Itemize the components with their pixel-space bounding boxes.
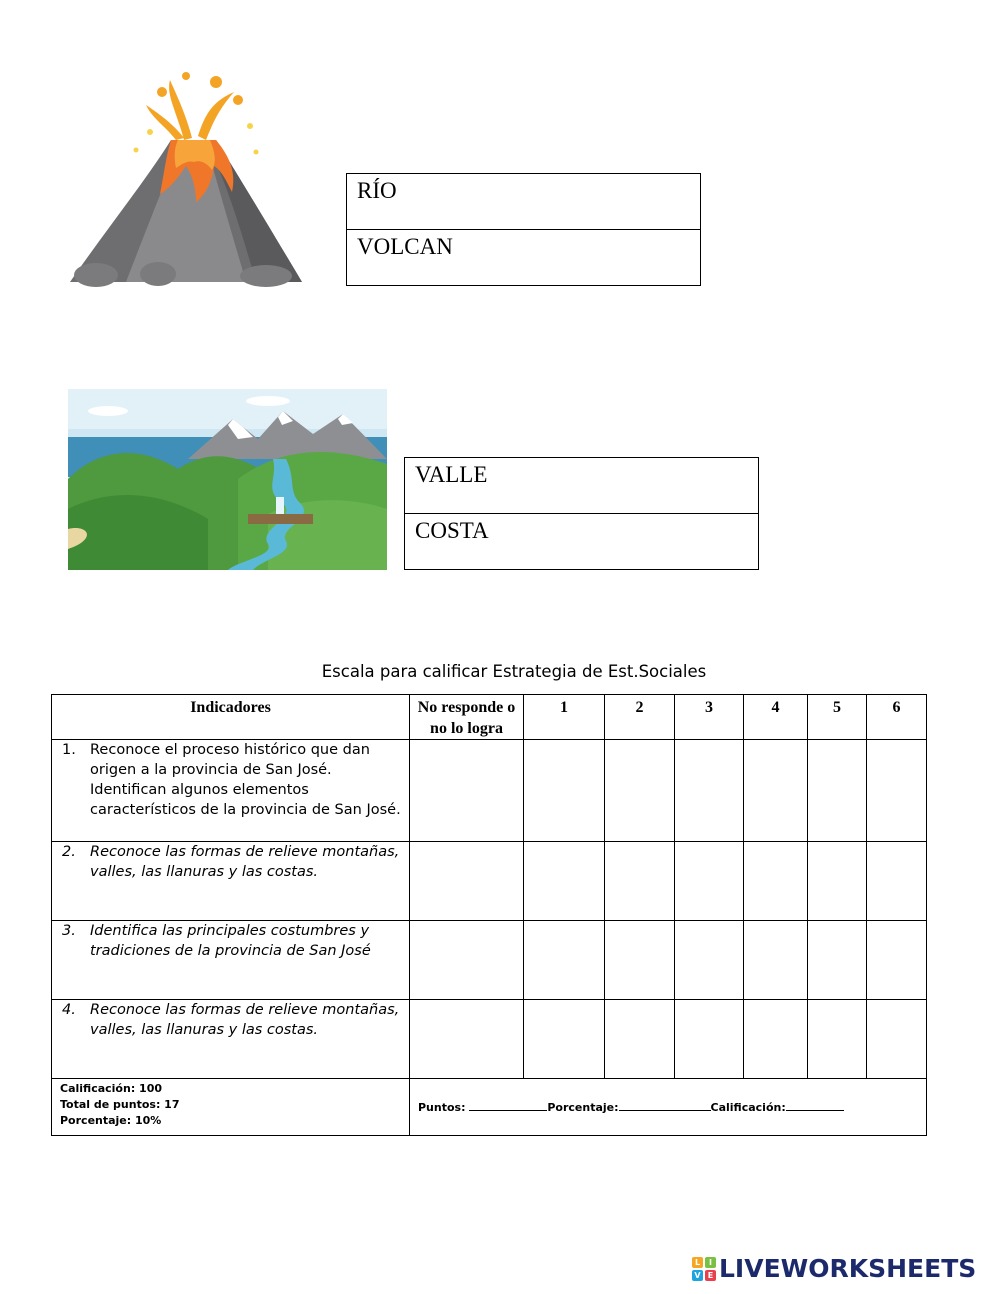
indicator-3 [62, 921, 403, 961]
score-cell[interactable] [744, 921, 808, 1000]
score-cell[interactable] [605, 842, 675, 921]
score-cell[interactable] [867, 740, 927, 842]
score-cell[interactable] [867, 921, 927, 1000]
header-4: 4 [744, 695, 808, 740]
score-cell[interactable] [410, 740, 524, 842]
score-cell[interactable] [808, 921, 867, 1000]
logo-text: LIVEWORKSHEETS [719, 1254, 977, 1283]
score-cell[interactable] [867, 1000, 927, 1079]
table-row [52, 740, 927, 842]
header-5: 5 [808, 695, 867, 740]
score-cell[interactable] [744, 740, 808, 842]
calificacion-label: Calificación: [710, 1101, 786, 1114]
indicator-2 [62, 842, 403, 882]
rubric-header-row [52, 695, 927, 740]
score-cell[interactable] [675, 740, 744, 842]
table-row [52, 842, 927, 921]
total-puntos: Total de puntos: 17 [60, 1098, 180, 1111]
score-cell[interactable] [808, 740, 867, 842]
score-cell[interactable] [675, 1000, 744, 1079]
answer-box-volcano [346, 173, 701, 286]
score-cell[interactable] [524, 921, 605, 1000]
indicator-1 [62, 740, 403, 820]
rubric-title: Escala para calificar Estrategia de Est.Sociales [321, 662, 707, 681]
header-1: 1 [524, 695, 605, 740]
table-row [52, 921, 927, 1000]
score-cell[interactable] [808, 1000, 867, 1079]
volcano-icon [66, 70, 306, 288]
score-cell[interactable] [808, 842, 867, 921]
indicator-text: Reconoce las formas de relieve montañas, valles, las llanuras y las costas. [90, 1002, 400, 1038]
score-cell[interactable] [410, 842, 524, 921]
rubric-footer-row [52, 1079, 927, 1136]
porcentaje-label: Porcentaje: [547, 1101, 619, 1114]
option-valle[interactable]: VALLE [415, 462, 488, 487]
option-costa[interactable]: COSTA [405, 513, 758, 568]
score-cell[interactable] [605, 740, 675, 842]
header-2: 2 [605, 695, 675, 740]
score-cell[interactable] [744, 1000, 808, 1079]
indicator-number: 1. [62, 742, 76, 758]
score-cell[interactable] [410, 921, 524, 1000]
score-cell[interactable] [524, 842, 605, 921]
puntos-label: Puntos: [418, 1101, 466, 1114]
porcentaje-total: Porcentaje: 10% [60, 1114, 162, 1127]
header-3: 3 [675, 695, 744, 740]
score-cell[interactable] [524, 1000, 605, 1079]
header-no-responde: No responde o no lo logra [410, 695, 524, 740]
score-cell[interactable] [675, 921, 744, 1000]
porcentaje-blank[interactable] [619, 1100, 711, 1111]
grading-summary [52, 1079, 410, 1136]
liveworksheets-logo [692, 1254, 976, 1283]
score-cell[interactable] [744, 842, 808, 921]
score-cell[interactable] [605, 921, 675, 1000]
score-cell[interactable] [675, 842, 744, 921]
valley-landscape-icon [68, 389, 387, 570]
indicator-text: Reconoce el proceso histórico que dan origen a la provincia de San José. Identifican algunos elementos característicos de la provincia de San José. [90, 742, 401, 818]
calificacion-total: Calificación: 100 [60, 1082, 163, 1095]
answer-box-landscape [404, 457, 759, 570]
rubric-table [51, 694, 927, 1136]
indicator-4 [62, 1000, 403, 1040]
option-rio[interactable]: RÍO [357, 178, 397, 203]
calificacion-blank[interactable] [786, 1100, 844, 1111]
score-cell[interactable] [410, 1000, 524, 1079]
puntos-blank[interactable] [469, 1100, 547, 1111]
header-6: 6 [867, 695, 927, 740]
score-summary [410, 1079, 927, 1136]
indicator-number: 3. [62, 923, 76, 939]
score-cell[interactable] [524, 740, 605, 842]
logo-mark-icon: L I V E [692, 1257, 716, 1281]
score-cell[interactable] [605, 1000, 675, 1079]
indicator-number: 2. [62, 844, 76, 860]
score-cell[interactable] [867, 842, 927, 921]
header-indicadores: Indicadores [52, 695, 410, 740]
indicator-number: 4. [62, 1002, 76, 1018]
indicator-text: Identifica las principales costumbres y tradiciones de la provincia de San José [90, 923, 371, 959]
indicator-text: Reconoce las formas de relieve montañas, valles, las llanuras y las costas. [90, 844, 400, 880]
table-row [52, 1000, 927, 1079]
option-volcan[interactable]: VOLCAN [347, 229, 700, 284]
